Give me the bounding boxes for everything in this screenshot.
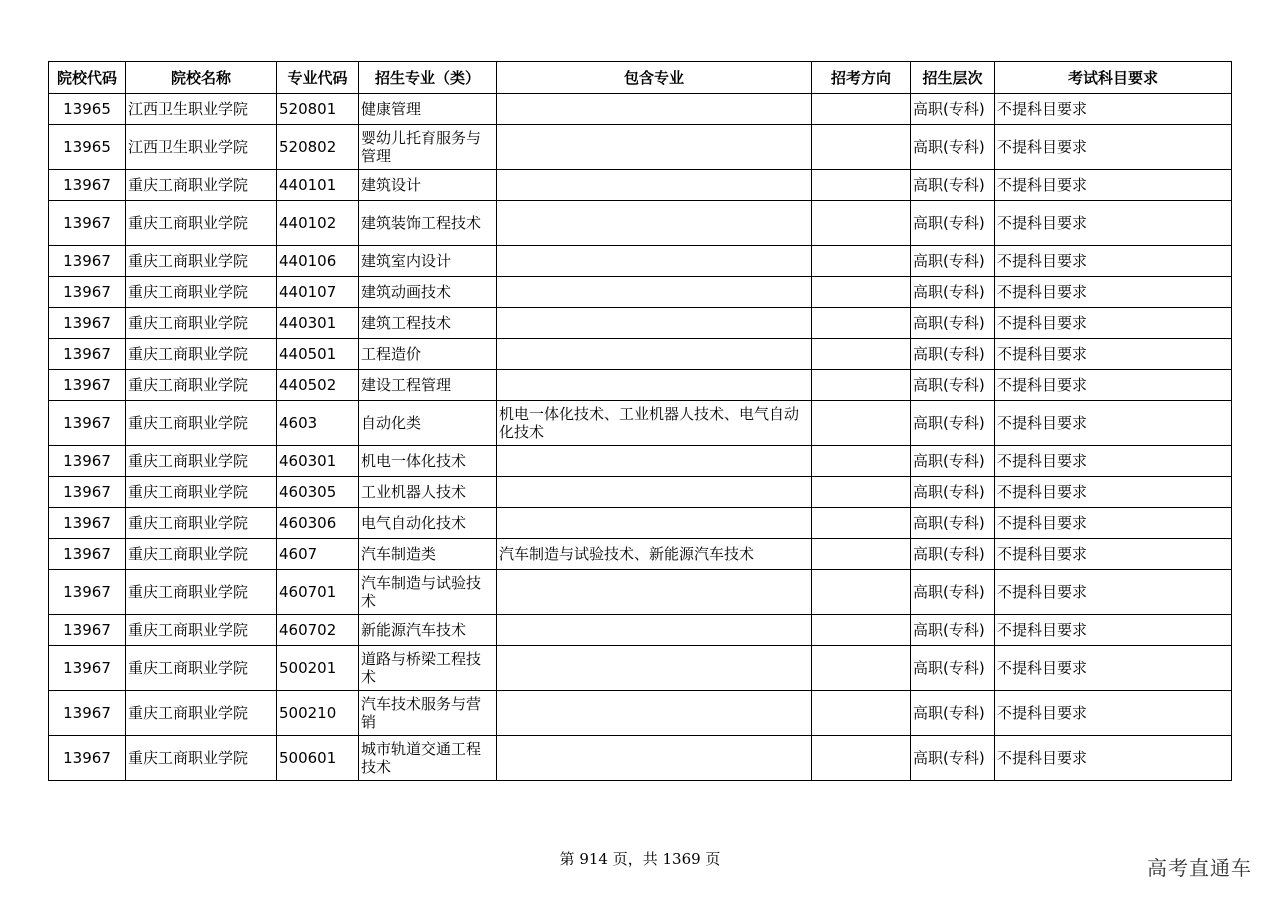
cell-major: 建筑装饰工程技术 (359, 201, 497, 246)
cell-school-name: 重庆工商职业学院 (126, 339, 277, 370)
table-row (49, 339, 1232, 370)
cell-school-name: 重庆工商职业学院 (126, 691, 277, 736)
cell-major-code: 460301 (277, 446, 359, 477)
table-row (49, 477, 1232, 508)
cell-direction (812, 401, 911, 446)
cell-direction (812, 736, 911, 781)
cell-level: 高职(专科) (911, 646, 995, 691)
cell-school-name: 重庆工商职业学院 (126, 246, 277, 277)
cell-level: 高职(专科) (911, 446, 995, 477)
header-major-code: 专业代码 (277, 62, 359, 94)
cell-included-majors: 汽车制造与试验技术、新能源汽车技术 (497, 539, 812, 570)
cell-school-name: 重庆工商职业学院 (126, 308, 277, 339)
cell-included-majors (497, 508, 812, 539)
cell-major-code: 460305 (277, 477, 359, 508)
cell-major-code: 440101 (277, 170, 359, 201)
cell-school-code: 13967 (49, 401, 126, 446)
cell-school-code: 13967 (49, 508, 126, 539)
table-row (49, 615, 1232, 646)
table-body (49, 94, 1232, 781)
cell-included-majors (497, 446, 812, 477)
cell-subject-requirement: 不提科目要求 (995, 277, 1232, 308)
cell-major: 汽车制造类 (359, 539, 497, 570)
table-row (49, 246, 1232, 277)
cell-school-code: 13967 (49, 277, 126, 308)
cell-school-code: 13967 (49, 691, 126, 736)
table-row (49, 125, 1232, 170)
cell-included-majors (497, 691, 812, 736)
cell-direction (812, 170, 911, 201)
table-row (49, 170, 1232, 201)
header-row (49, 62, 1232, 94)
admissions-table (48, 61, 1232, 781)
cell-included-majors (497, 94, 812, 125)
table-row (49, 691, 1232, 736)
table-row (49, 401, 1232, 446)
cell-subject-requirement: 不提科目要求 (995, 246, 1232, 277)
cell-subject-requirement: 不提科目要求 (995, 646, 1232, 691)
cell-subject-requirement: 不提科目要求 (995, 570, 1232, 615)
cell-level: 高职(专科) (911, 477, 995, 508)
cell-school-name: 江西卫生职业学院 (126, 125, 277, 170)
table-row (49, 201, 1232, 246)
cell-subject-requirement: 不提科目要求 (995, 170, 1232, 201)
cell-subject-requirement: 不提科目要求 (995, 339, 1232, 370)
cell-level: 高职(专科) (911, 339, 995, 370)
cell-school-code: 13967 (49, 736, 126, 781)
cell-major: 城市轨道交通工程技术 (359, 736, 497, 781)
header-direction: 招考方向 (812, 62, 911, 94)
cell-level: 高职(专科) (911, 370, 995, 401)
cell-major: 工程造价 (359, 339, 497, 370)
cell-direction (812, 615, 911, 646)
cell-subject-requirement: 不提科目要求 (995, 615, 1232, 646)
cell-major-code: 440107 (277, 277, 359, 308)
cell-major-code: 460702 (277, 615, 359, 646)
cell-major-code: 500201 (277, 646, 359, 691)
cell-school-code: 13967 (49, 646, 126, 691)
cell-level: 高职(专科) (911, 539, 995, 570)
cell-major: 婴幼儿托育服务与管理 (359, 125, 497, 170)
cell-level: 高职(专科) (911, 401, 995, 446)
cell-school-name: 江西卫生职业学院 (126, 94, 277, 125)
cell-major-code: 4603 (277, 401, 359, 446)
cell-included-majors (497, 570, 812, 615)
cell-school-name: 重庆工商职业学院 (126, 646, 277, 691)
cell-included-majors: 机电一体化技术、工业机器人技术、电气自动化技术 (497, 401, 812, 446)
cell-major: 建筑动画技术 (359, 277, 497, 308)
cell-major-code: 520801 (277, 94, 359, 125)
cell-direction (812, 570, 911, 615)
table-row (49, 539, 1232, 570)
cell-school-name: 重庆工商职业学院 (126, 170, 277, 201)
cell-major: 健康管理 (359, 94, 497, 125)
cell-direction (812, 201, 911, 246)
cell-school-name: 重庆工商职业学院 (126, 615, 277, 646)
cell-level: 高职(专科) (911, 277, 995, 308)
cell-included-majors (497, 277, 812, 308)
cell-major-code: 520802 (277, 125, 359, 170)
cell-direction (812, 370, 911, 401)
cell-school-name: 重庆工商职业学院 (126, 477, 277, 508)
header-school-name: 院校名称 (126, 62, 277, 94)
cell-school-name: 重庆工商职业学院 (126, 570, 277, 615)
cell-school-name: 重庆工商职业学院 (126, 201, 277, 246)
header-level: 招生层次 (911, 62, 995, 94)
header-included-majors: 包含专业 (497, 62, 812, 94)
cell-school-code: 13967 (49, 308, 126, 339)
cell-major-code: 440502 (277, 370, 359, 401)
header-school-code: 院校代码 (49, 62, 126, 94)
page-number: 第 914 页，共 1369 页 (559, 850, 721, 868)
cell-included-majors (497, 170, 812, 201)
cell-school-name: 重庆工商职业学院 (126, 401, 277, 446)
cell-major-code: 500601 (277, 736, 359, 781)
table-row (49, 446, 1232, 477)
cell-major-code: 500210 (277, 691, 359, 736)
cell-school-code: 13967 (49, 370, 126, 401)
cell-level: 高职(专科) (911, 94, 995, 125)
cell-school-name: 重庆工商职业学院 (126, 446, 277, 477)
cell-major: 建筑设计 (359, 170, 497, 201)
cell-subject-requirement: 不提科目要求 (995, 736, 1232, 781)
header-subject-requirement: 考试科目要求 (995, 62, 1232, 94)
cell-direction (812, 691, 911, 736)
cell-level: 高职(专科) (911, 615, 995, 646)
cell-subject-requirement: 不提科目要求 (995, 691, 1232, 736)
cell-direction (812, 125, 911, 170)
table-row (49, 736, 1232, 781)
cell-included-majors (497, 308, 812, 339)
table-row (49, 94, 1232, 125)
cell-major-code: 440106 (277, 246, 359, 277)
cell-major-code: 460306 (277, 508, 359, 539)
cell-school-name: 重庆工商职业学院 (126, 736, 277, 781)
cell-school-code: 13967 (49, 201, 126, 246)
table-row (49, 508, 1232, 539)
cell-school-name: 重庆工商职业学院 (126, 539, 277, 570)
cell-major: 建设工程管理 (359, 370, 497, 401)
cell-level: 高职(专科) (911, 570, 995, 615)
cell-major-code: 440301 (277, 308, 359, 339)
cell-level: 高职(专科) (911, 201, 995, 246)
cell-subject-requirement: 不提科目要求 (995, 446, 1232, 477)
cell-school-code: 13965 (49, 94, 126, 125)
cell-included-majors (497, 615, 812, 646)
cell-direction (812, 477, 911, 508)
cell-level: 高职(专科) (911, 246, 995, 277)
cell-school-code: 13967 (49, 170, 126, 201)
cell-major-code: 4607 (277, 539, 359, 570)
cell-school-code: 13967 (49, 446, 126, 477)
table-row (49, 277, 1232, 308)
cell-subject-requirement: 不提科目要求 (995, 508, 1232, 539)
cell-major: 自动化类 (359, 401, 497, 446)
cell-included-majors (497, 125, 812, 170)
table-row (49, 646, 1232, 691)
cell-level: 高职(专科) (911, 170, 995, 201)
header-major: 招生专业（类） (359, 62, 497, 94)
cell-major: 汽车制造与试验技术 (359, 570, 497, 615)
table-row (49, 570, 1232, 615)
cell-major-code: 440102 (277, 201, 359, 246)
watermark-text: 高考直通车 (1147, 856, 1252, 880)
cell-major: 建筑工程技术 (359, 308, 497, 339)
cell-level: 高职(专科) (911, 125, 995, 170)
cell-subject-requirement: 不提科目要求 (995, 201, 1232, 246)
cell-subject-requirement: 不提科目要求 (995, 125, 1232, 170)
cell-included-majors (497, 246, 812, 277)
cell-direction (812, 94, 911, 125)
cell-school-code: 13967 (49, 539, 126, 570)
cell-school-name: 重庆工商职业学院 (126, 370, 277, 401)
cell-subject-requirement: 不提科目要求 (995, 370, 1232, 401)
cell-level: 高职(专科) (911, 508, 995, 539)
cell-included-majors (497, 370, 812, 401)
cell-school-code: 13967 (49, 339, 126, 370)
cell-level: 高职(专科) (911, 308, 995, 339)
cell-direction (812, 539, 911, 570)
cell-major: 机电一体化技术 (359, 446, 497, 477)
cell-direction (812, 277, 911, 308)
cell-direction (812, 446, 911, 477)
cell-major: 电气自动化技术 (359, 508, 497, 539)
cell-subject-requirement: 不提科目要求 (995, 308, 1232, 339)
cell-major: 汽车技术服务与营销 (359, 691, 497, 736)
cell-direction (812, 508, 911, 539)
cell-major: 道路与桥梁工程技术 (359, 646, 497, 691)
cell-included-majors (497, 339, 812, 370)
cell-school-code: 13967 (49, 615, 126, 646)
cell-school-code: 13967 (49, 246, 126, 277)
cell-major-code: 440501 (277, 339, 359, 370)
cell-subject-requirement: 不提科目要求 (995, 539, 1232, 570)
cell-major: 建筑室内设计 (359, 246, 497, 277)
cell-subject-requirement: 不提科目要求 (995, 94, 1232, 125)
cell-included-majors (497, 736, 812, 781)
cell-included-majors (497, 201, 812, 246)
cell-school-code: 13965 (49, 125, 126, 170)
table-row (49, 308, 1232, 339)
cell-direction (812, 308, 911, 339)
cell-major: 新能源汽车技术 (359, 615, 497, 646)
cell-direction (812, 339, 911, 370)
cell-school-code: 13967 (49, 570, 126, 615)
cell-level: 高职(专科) (911, 691, 995, 736)
cell-major-code: 460701 (277, 570, 359, 615)
cell-direction (812, 646, 911, 691)
cell-subject-requirement: 不提科目要求 (995, 401, 1232, 446)
cell-included-majors (497, 646, 812, 691)
cell-level: 高职(专科) (911, 736, 995, 781)
cell-direction (812, 246, 911, 277)
cell-subject-requirement: 不提科目要求 (995, 477, 1232, 508)
cell-included-majors (497, 477, 812, 508)
cell-major: 工业机器人技术 (359, 477, 497, 508)
cell-school-name: 重庆工商职业学院 (126, 508, 277, 539)
table-row (49, 370, 1232, 401)
cell-school-code: 13967 (49, 477, 126, 508)
cell-school-name: 重庆工商职业学院 (126, 277, 277, 308)
